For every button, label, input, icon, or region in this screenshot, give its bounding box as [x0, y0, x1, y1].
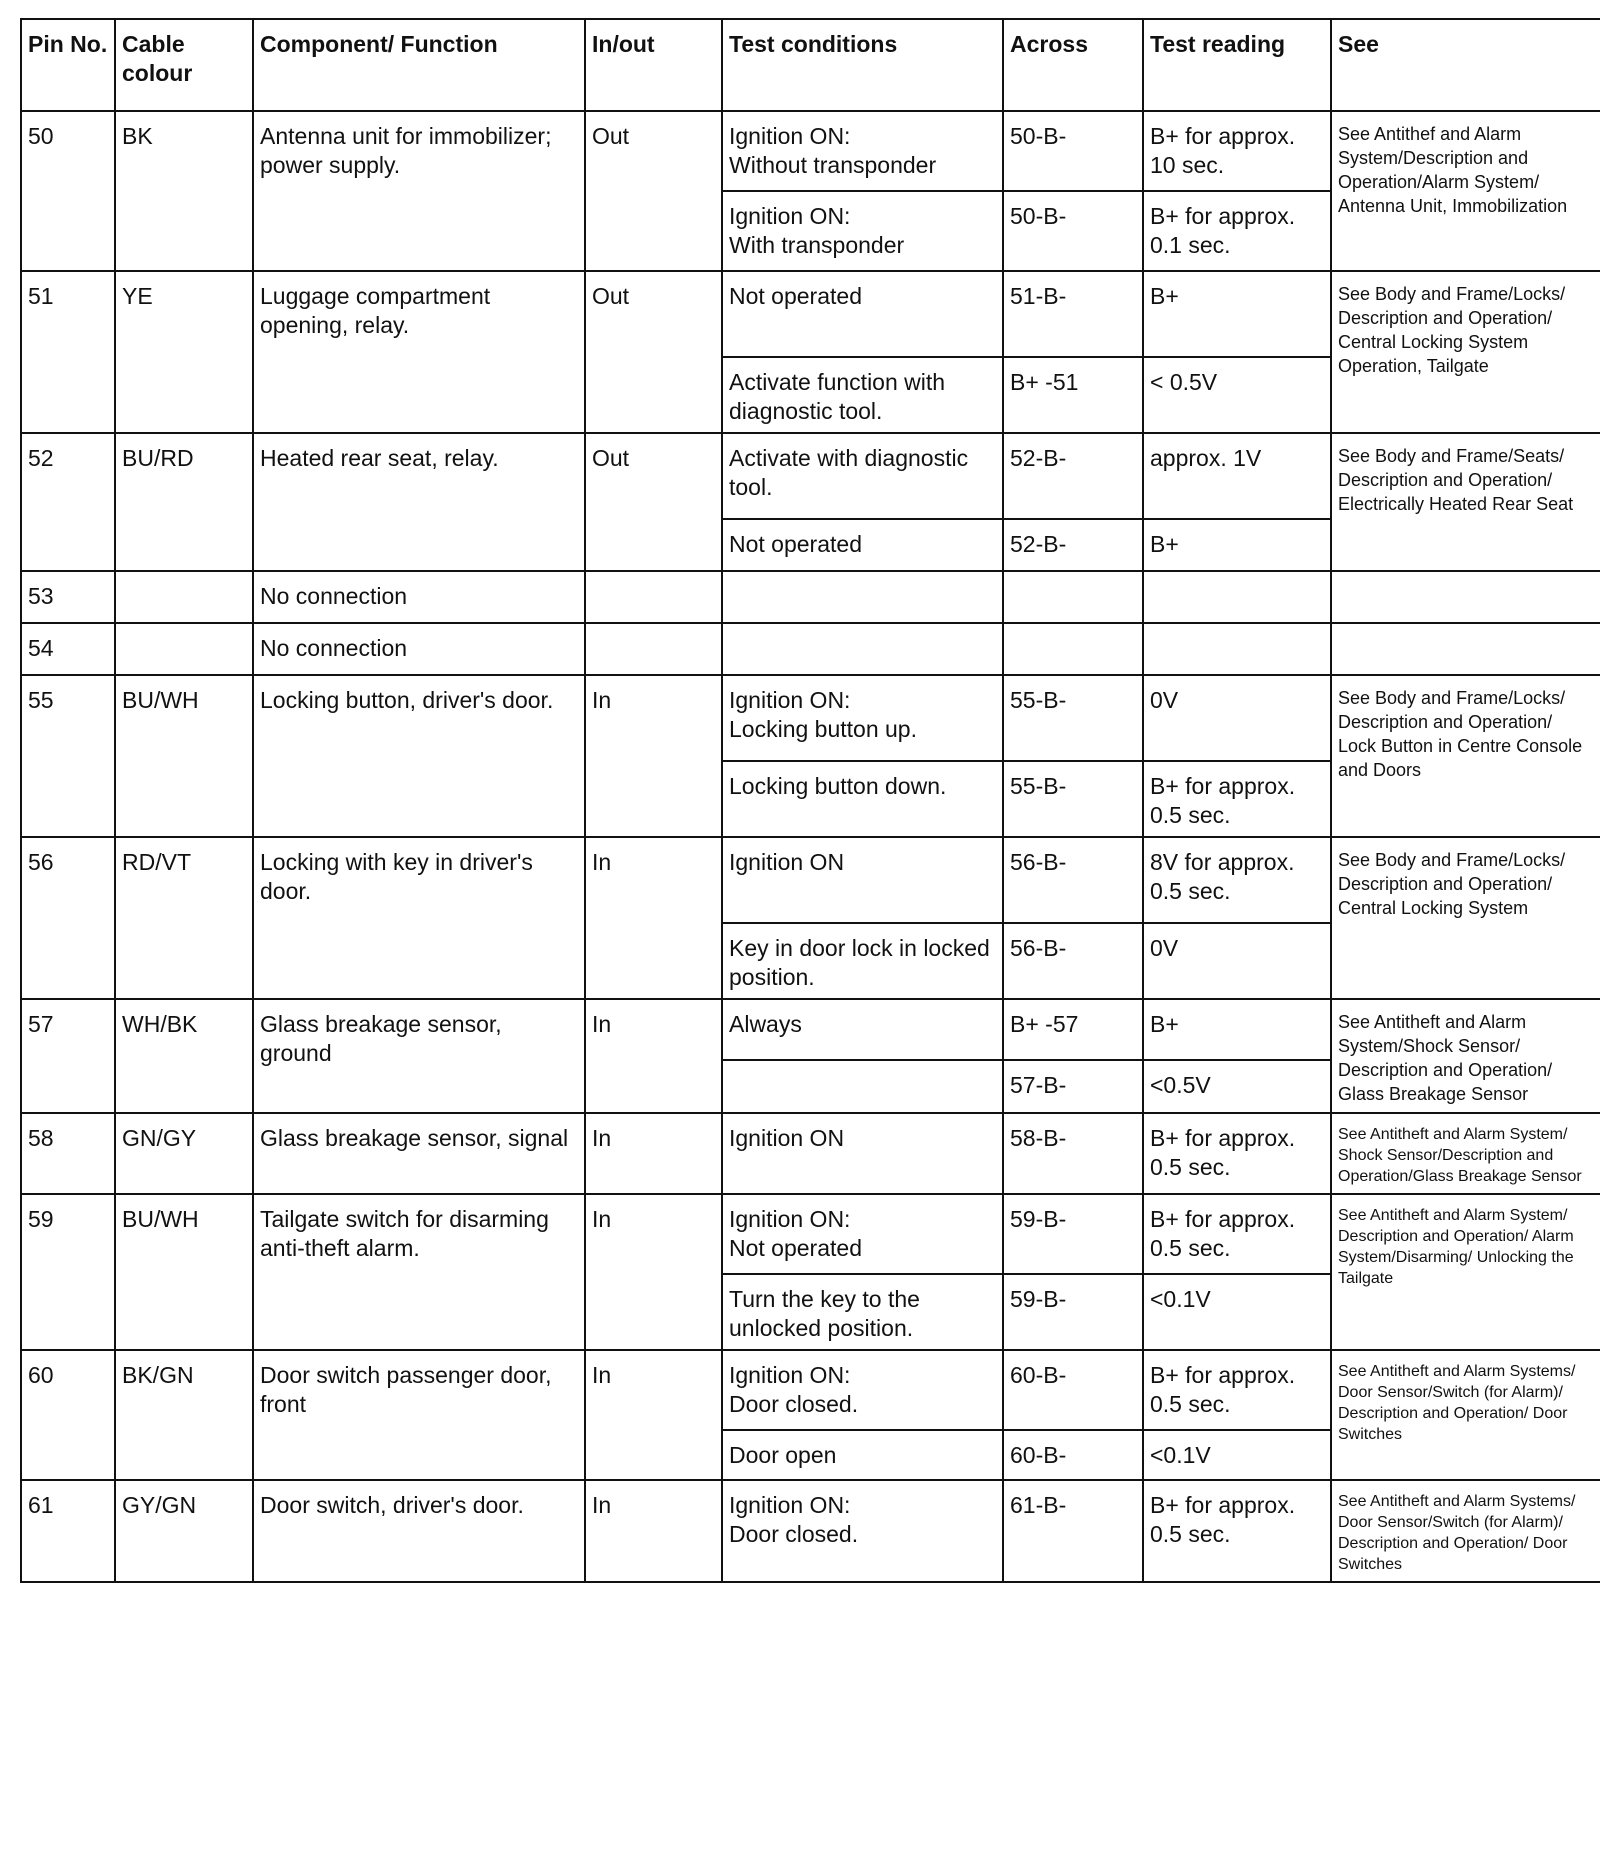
in-out: In — [585, 1350, 722, 1480]
test-reading: B+ for approx. 10 sec. — [1143, 111, 1331, 191]
test-condition-line: Locking button down. — [729, 773, 947, 799]
test-conditions — [722, 999, 1003, 1060]
see-reference — [1331, 623, 1600, 675]
test-conditions — [722, 1480, 1003, 1582]
across: 58-B- — [1003, 1113, 1143, 1194]
test-conditions — [722, 1274, 1003, 1350]
test-reading: B+ for approx. 0.1 sec. — [1143, 191, 1331, 271]
test-condition-line: Ignition ON — [729, 849, 845, 875]
table-row — [21, 837, 1600, 923]
table-row — [21, 675, 1600, 761]
header-cable-colour: Cable colour — [115, 19, 253, 111]
component-function: No connection — [253, 623, 585, 675]
test-reading: B+ — [1143, 271, 1331, 357]
header-in-out: In/out — [585, 19, 722, 111]
table-row — [21, 1113, 1600, 1194]
test-reading: <0.1V — [1143, 1274, 1331, 1350]
pin-number: 50 — [21, 111, 115, 271]
component-function: Glass breakage sensor, signal — [253, 1113, 585, 1194]
table-row — [21, 623, 1600, 675]
test-conditions — [722, 433, 1003, 519]
component-function: Door switch, driver's door. — [253, 1480, 585, 1582]
cable-colour — [115, 571, 253, 623]
table-row — [21, 1480, 1600, 1582]
across: B+ -51 — [1003, 357, 1143, 433]
header-test-conditions: Test conditions — [722, 19, 1003, 111]
test-condition-line: Ignition ON: — [729, 203, 851, 229]
test-reading: B+ for approx. 0.5 sec. — [1143, 1350, 1331, 1430]
test-condition-line: Not operated — [729, 531, 862, 557]
test-reading: <0.1V — [1143, 1430, 1331, 1480]
pin-number: 51 — [21, 271, 115, 433]
test-condition-line: Turn the key to the unlocked position. — [729, 1286, 920, 1341]
in-out: Out — [585, 111, 722, 271]
test-condition-line: Not operated — [729, 1235, 862, 1261]
pin-number: 54 — [21, 623, 115, 675]
test-condition-line: Ignition ON — [729, 1125, 845, 1151]
pin-number: 56 — [21, 837, 115, 999]
test-conditions — [722, 761, 1003, 837]
test-conditions — [722, 923, 1003, 999]
test-condition-line: Door closed. — [729, 1391, 859, 1417]
test-conditions — [722, 571, 1003, 623]
header-pin: Pin No. — [21, 19, 115, 111]
test-reading: B+ for approx. 0.5 sec. — [1143, 1113, 1331, 1194]
test-condition-line: Door closed. — [729, 1521, 859, 1547]
test-reading: < 0.5V — [1143, 357, 1331, 433]
test-condition-line: With transponder — [729, 232, 905, 258]
pin-number: 57 — [21, 999, 115, 1113]
test-condition-line: Key in door lock in locked position. — [729, 935, 990, 990]
see-reference: See Antitheft and Alarm Systems/ Door Sensor/Switch (for Alarm)/ Description and Operation/ Door Switches — [1331, 1350, 1600, 1480]
test-condition-line: Not operated — [729, 283, 862, 309]
test-conditions — [722, 191, 1003, 271]
see-reference: See Antithef and Alarm System/Description and Operation/Alarm System/ Antenna Unit, Immobilization — [1331, 111, 1600, 271]
table-row — [21, 1194, 1600, 1274]
test-condition-line: Activate with diagnostic tool. — [729, 445, 969, 500]
across: 56-B- — [1003, 923, 1143, 999]
across: 59-B- — [1003, 1274, 1143, 1350]
test-condition-line: Without transponder — [729, 152, 937, 178]
pin-number: 60 — [21, 1350, 115, 1480]
across: 55-B- — [1003, 761, 1143, 837]
test-reading: 8V for approx. 0.5 sec. — [1143, 837, 1331, 923]
component-function: Locking with key in driver's door. — [253, 837, 585, 999]
test-reading: B+ — [1143, 519, 1331, 571]
in-out: In — [585, 1113, 722, 1194]
pin-number: 58 — [21, 1113, 115, 1194]
cable-colour — [115, 623, 253, 675]
cable-colour: BK/GN — [115, 1350, 253, 1480]
cable-colour: YE — [115, 271, 253, 433]
pin-number: 52 — [21, 433, 115, 571]
test-conditions — [722, 1350, 1003, 1430]
in-out: Out — [585, 271, 722, 433]
in-out: In — [585, 837, 722, 999]
test-condition-line: Ignition ON: — [729, 123, 851, 149]
cable-colour: RD/VT — [115, 837, 253, 999]
across: 60-B- — [1003, 1430, 1143, 1480]
pin-table-sheet — [20, 18, 1600, 1868]
see-reference: See Body and Frame/Locks/ Description and Operation/ Central Locking System Operation, Tailgate — [1331, 271, 1600, 433]
cable-colour: BU/WH — [115, 1194, 253, 1350]
across: 55-B- — [1003, 675, 1143, 761]
across: 59-B- — [1003, 1194, 1143, 1274]
test-condition-line: Always — [729, 1011, 802, 1037]
across: 51-B- — [1003, 271, 1143, 357]
header-test-reading: Test reading — [1143, 19, 1331, 111]
in-out — [585, 571, 722, 623]
test-conditions — [722, 837, 1003, 923]
test-reading: 0V — [1143, 675, 1331, 761]
test-condition-line: Ignition ON: — [729, 1362, 851, 1388]
see-reference: See Antitheft and Alarm System/ Shock Sensor/Description and Operation/Glass Breakage Sensor — [1331, 1113, 1600, 1194]
in-out: In — [585, 675, 722, 837]
header-across: Across — [1003, 19, 1143, 111]
across — [1003, 571, 1143, 623]
component-function: Door switch passenger door, front — [253, 1350, 585, 1480]
test-reading: 0V — [1143, 923, 1331, 999]
test-reading: <0.5V — [1143, 1060, 1331, 1113]
table-row — [21, 571, 1600, 623]
across: 50-B- — [1003, 191, 1143, 271]
see-reference — [1331, 571, 1600, 623]
component-function: Glass breakage sensor, ground — [253, 999, 585, 1113]
see-reference: See Body and Frame/Seats/ Description and Operation/ Electrically Heated Rear Seat — [1331, 433, 1600, 571]
table-row — [21, 433, 1600, 519]
test-condition-line: Ignition ON: — [729, 687, 851, 713]
component-function: Luggage compartment opening, relay. — [253, 271, 585, 433]
across: 52-B- — [1003, 519, 1143, 571]
test-conditions — [722, 675, 1003, 761]
see-reference: See Antitheft and Alarm System/Shock Sensor/ Description and Operation/ Glass Breakage Sensor — [1331, 999, 1600, 1113]
component-function: No connection — [253, 571, 585, 623]
see-reference: See Antitheft and Alarm System/ Description and Operation/ Alarm System/Disarming/ Unlocking the Tailgate — [1331, 1194, 1600, 1350]
component-function: Antenna unit for immobilizer; power supply. — [253, 111, 585, 271]
test-conditions — [722, 623, 1003, 675]
see-reference: See Antitheft and Alarm Systems/ Door Sensor/Switch (for Alarm)/ Description and Operation/ Door Switches — [1331, 1480, 1600, 1582]
test-condition-line: Ignition ON: — [729, 1492, 851, 1518]
across: 57-B- — [1003, 1060, 1143, 1113]
cable-colour: GY/GN — [115, 1480, 253, 1582]
in-out: Out — [585, 433, 722, 571]
test-conditions — [722, 1194, 1003, 1274]
see-reference: See Body and Frame/Locks/ Description and Operation/ Central Locking System — [1331, 837, 1600, 999]
across: 56-B- — [1003, 837, 1143, 923]
across: 61-B- — [1003, 1480, 1143, 1582]
across: 52-B- — [1003, 433, 1143, 519]
cable-colour: BU/RD — [115, 433, 253, 571]
in-out: In — [585, 1480, 722, 1582]
component-function: Heated rear seat, relay. — [253, 433, 585, 571]
test-reading — [1143, 623, 1331, 675]
table-body — [21, 111, 1600, 1582]
test-conditions — [722, 111, 1003, 191]
component-function: Tailgate switch for disarming anti-theft alarm. — [253, 1194, 585, 1350]
across: 50-B- — [1003, 111, 1143, 191]
test-reading: B+ for approx. 0.5 sec. — [1143, 1194, 1331, 1274]
test-conditions — [722, 1430, 1003, 1480]
pin-number: 53 — [21, 571, 115, 623]
pin-table — [20, 18, 1600, 1583]
test-reading — [1143, 571, 1331, 623]
header-see: See — [1331, 19, 1600, 111]
cable-colour: WH/BK — [115, 999, 253, 1113]
pin-number: 61 — [21, 1480, 115, 1582]
table-row — [21, 271, 1600, 357]
test-conditions — [722, 271, 1003, 357]
table-row — [21, 1350, 1600, 1430]
test-conditions — [722, 1113, 1003, 1194]
test-conditions — [722, 519, 1003, 571]
test-condition-line: Activate function with diagnostic tool. — [729, 369, 946, 424]
header-component: Component/ Function — [253, 19, 585, 111]
in-out — [585, 623, 722, 675]
in-out: In — [585, 1194, 722, 1350]
see-reference: See Body and Frame/Locks/ Description and Operation/ Lock Button in Centre Console and Doors — [1331, 675, 1600, 837]
pin-number: 59 — [21, 1194, 115, 1350]
test-reading: approx. 1V — [1143, 433, 1331, 519]
test-condition-line: Locking button up. — [729, 716, 917, 742]
in-out: In — [585, 999, 722, 1113]
test-reading: B+ — [1143, 999, 1331, 1060]
table-row — [21, 999, 1600, 1060]
across — [1003, 623, 1143, 675]
cable-colour: BK — [115, 111, 253, 271]
test-reading: B+ for approx. 0.5 sec. — [1143, 1480, 1331, 1582]
header-row — [21, 19, 1600, 111]
test-reading: B+ for approx. 0.5 sec. — [1143, 761, 1331, 837]
test-condition-line: Ignition ON: — [729, 1206, 851, 1232]
test-conditions — [722, 1060, 1003, 1113]
table-row — [21, 111, 1600, 191]
cable-colour: GN/GY — [115, 1113, 253, 1194]
component-function: Locking button, driver's door. — [253, 675, 585, 837]
across: 60-B- — [1003, 1350, 1143, 1430]
test-conditions — [722, 357, 1003, 433]
test-condition-line: Door open — [729, 1442, 837, 1468]
across: B+ -57 — [1003, 999, 1143, 1060]
cable-colour: BU/WH — [115, 675, 253, 837]
pin-number: 55 — [21, 675, 115, 837]
